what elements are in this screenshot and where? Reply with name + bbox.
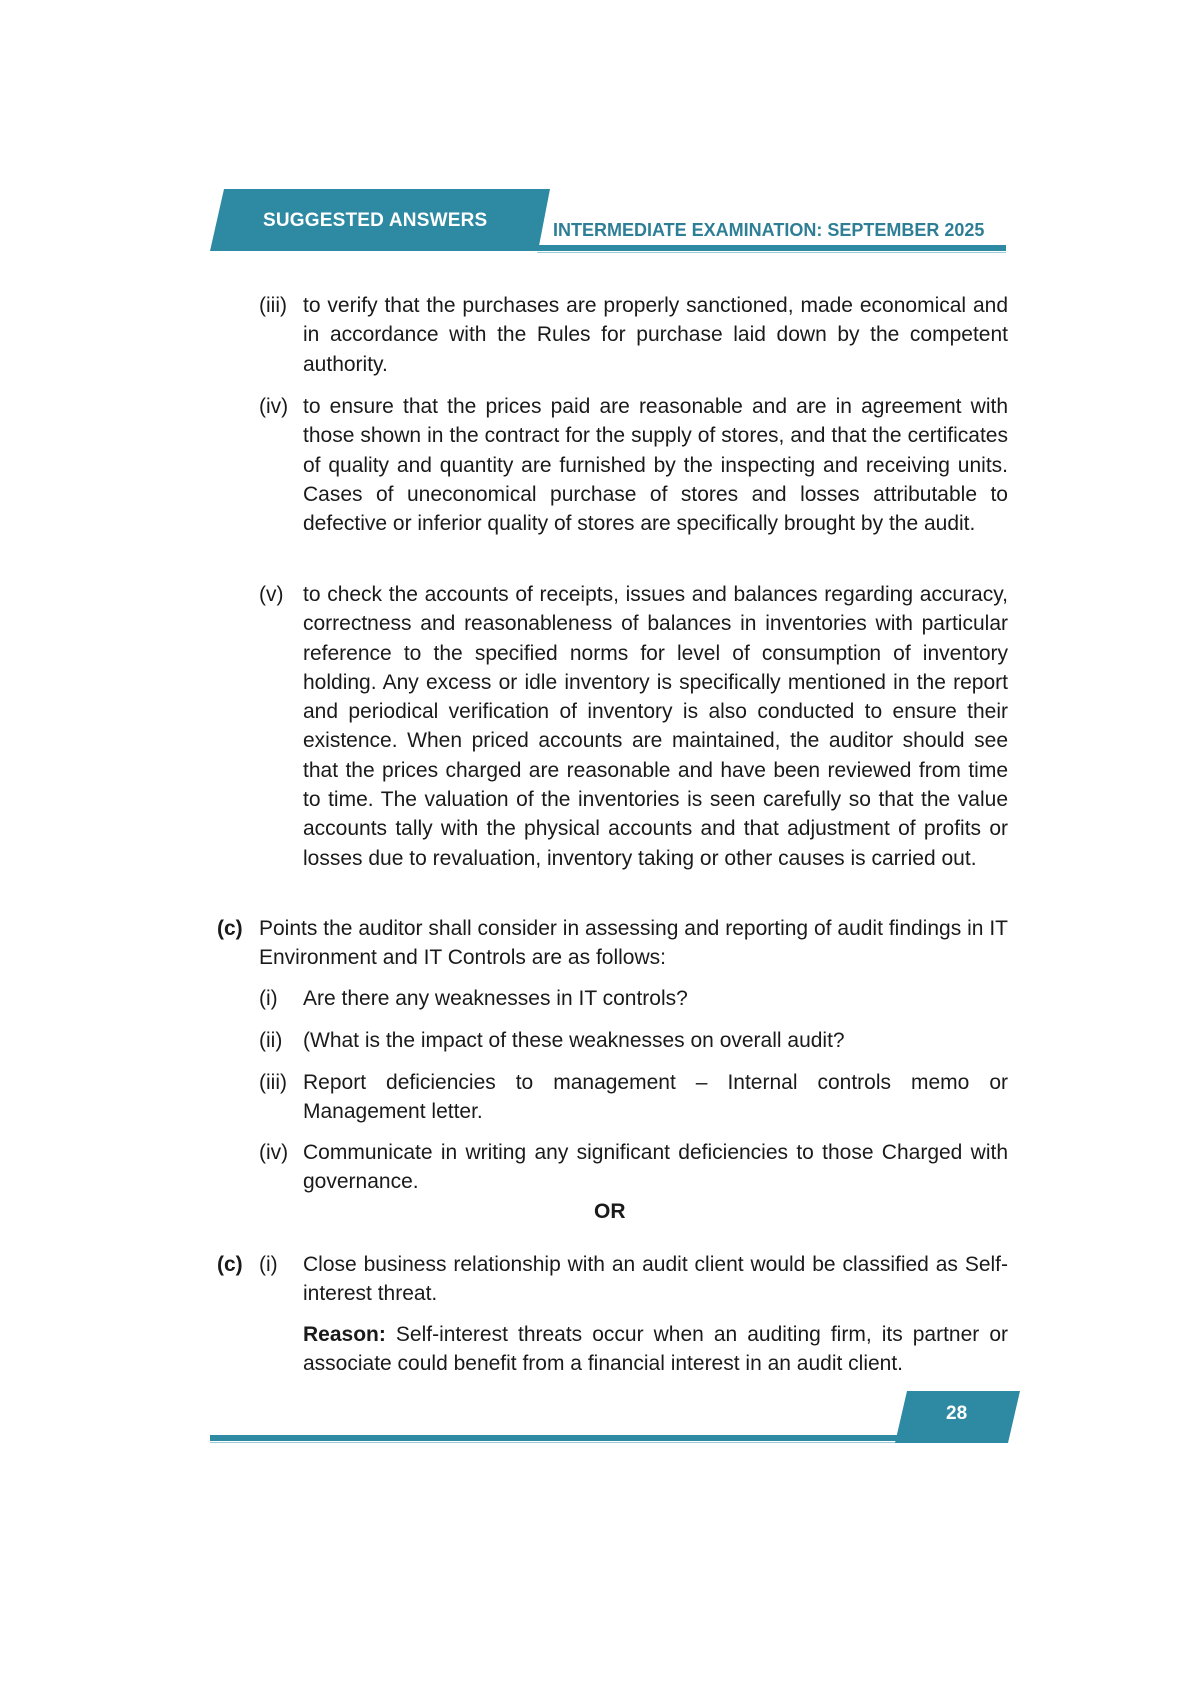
- header-rule-thin: [537, 252, 1006, 253]
- section-label: (c): [217, 917, 243, 940]
- reason-paragraph: [303, 1320, 1008, 1379]
- item-text: Report deficiencies to management – Internal controls memo or Management letter.: [303, 1071, 1008, 1124]
- item-text: Are there any weaknesses in IT controls?: [303, 987, 688, 1010]
- item-number: (iii): [259, 1071, 287, 1094]
- exam-title: INTERMEDIATE EXAMINATION: SEPTEMBER 2025: [553, 220, 985, 240]
- header-rule: [537, 245, 1006, 251]
- footer-rule-thin: [210, 1442, 1005, 1443]
- reason-label: Reason:: [303, 1323, 386, 1346]
- item-number: (v): [259, 583, 284, 606]
- footer-rule: [210, 1435, 904, 1441]
- item-number: (iv): [259, 1141, 289, 1164]
- item-text: to ensure that the prices paid are reasonable and are in agreement with those shown in the contract for the supply of stores, and that the certificates of quality and quantity are furnished by the inspecting and receiving units. Cases of uneconomical purchase of stores and losses attributable to defective or inferior quality of stores are specifically brought by the audit.: [303, 395, 1008, 536]
- header-tab: [210, 189, 550, 251]
- item-number: (i): [259, 987, 278, 1010]
- item-number: (iii): [259, 294, 287, 317]
- item-text: to check the accounts of receipts, issues and balances regarding accuracy, correctness and reasonableness of balances in inventories with particular reference to the specified norms for level of consumption of inventory holding. Any excess or idle inventory is specifically mentioned in the report and periodical verification of inventory is also conducted to ensure their existence. When priced accounts are maintained, the auditor should see that the prices charged are reasonable and have been reviewed from time to time. The valuation of the inventories is seen carefully so that the value accounts tally with the physical accounts and that adjustment of profits or losses due to revaluation, inventory taking or other causes is carried out.: [303, 583, 1008, 870]
- item-number: (ii): [259, 1029, 283, 1052]
- reason-text: Self-interest threats occur when an auditing firm, its partner or associate could benefit from a financial interest in an audit client.: [303, 1323, 1008, 1376]
- section-label: (c): [217, 1253, 243, 1276]
- item-text: (What is the impact of these weaknesses on overall audit?: [303, 1029, 845, 1052]
- item-text: Communicate in writing any significant deficiencies to those Charged with governance.: [303, 1141, 1008, 1194]
- header-tab-label: SUGGESTED ANSWERS: [263, 210, 488, 231]
- item-number: (i): [259, 1253, 278, 1276]
- section-intro: Points the auditor shall consider in assessing and reporting of audit findings in IT Environment and IT Controls are as follows:: [259, 917, 1008, 970]
- item-text: Close business relationship with an audit client would be classified as Self-interest threat.: [303, 1253, 1008, 1306]
- page-number: 28: [946, 1403, 968, 1424]
- item-text: to verify that the purchases are properly sanctioned, made economical and in accordance with the Rules for purchase laid down by the competent authority.: [303, 294, 1008, 376]
- or-divider: OR: [594, 1200, 626, 1223]
- item-number: (iv): [259, 395, 289, 418]
